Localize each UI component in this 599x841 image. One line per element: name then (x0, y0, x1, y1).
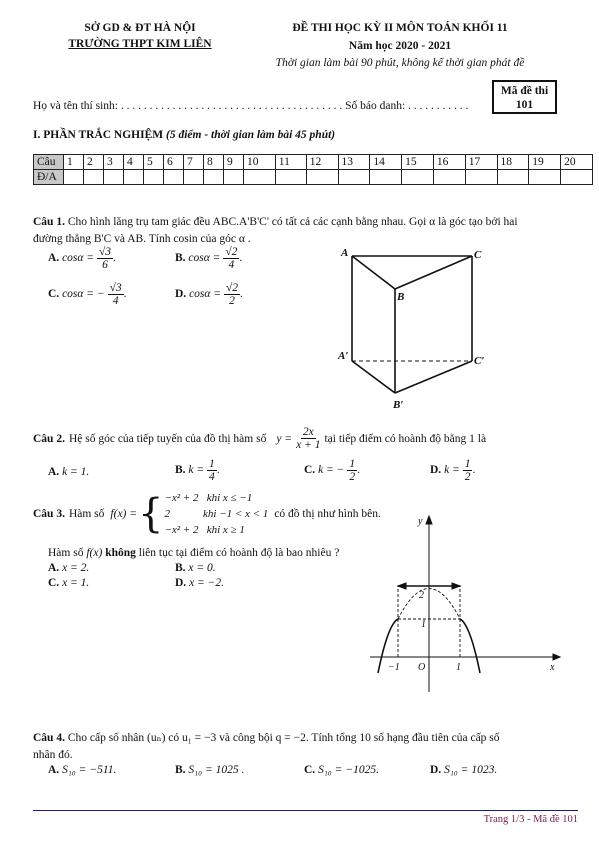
answer-table-number-cell: 12 (306, 155, 338, 170)
answer-table-number-cell: 11 (275, 155, 306, 170)
question-text: Hàm số (68, 508, 105, 520)
answer-table-row-label: Câu (34, 155, 64, 170)
school-year: Năm học 2020 - 2021 (348, 40, 452, 52)
x-axis-label: x (550, 662, 555, 673)
fraction (224, 282, 240, 307)
question-label: Câu 2. (33, 432, 65, 445)
numerator: 2x (302, 426, 314, 438)
answer-table-answer-cell[interactable] (184, 170, 204, 185)
question-text: tại tiếp điểm có hoành độ bằng 1 là (324, 432, 487, 445)
answer-table-header-row (34, 155, 593, 170)
option-text: x = −2. (189, 577, 225, 589)
answer-table-answer-cell[interactable] (338, 170, 370, 185)
answer-table-answer-cell[interactable] (164, 170, 184, 185)
brace-symbol: { (138, 491, 164, 537)
answer-table-answer-cell[interactable] (370, 170, 402, 185)
question-text: Hệ số góc của tiếp tuyến của đồ thị hàm số (68, 432, 267, 445)
denominator: 6 (102, 259, 108, 272)
section-note: (5 điểm - thời gian làm bài 45 phút) (166, 129, 336, 141)
fraction (207, 458, 217, 483)
option-label: C. (304, 764, 316, 776)
segment-arrow-right (452, 583, 460, 589)
edge-ab (352, 256, 395, 289)
prism-figure (335, 244, 495, 410)
answer-table-answer-cell[interactable] (144, 170, 164, 185)
option-text: S₁₀ = 1025 . (188, 764, 245, 776)
tick-label-y2: 2 (419, 590, 424, 601)
option-text: x = 1. (62, 577, 90, 589)
fraction (463, 458, 476, 484)
question-text-line: Cho hình lăng trụ tam giác đều ABC.A'B'C' có tất cả các cạnh bằng nhau. Gọi α là góc tạo bởi hai (67, 216, 518, 228)
answer-table-answer-cell[interactable] (561, 170, 593, 185)
option-text: . (239, 252, 243, 265)
question-4-text (33, 730, 583, 764)
denominator: 4 (112, 295, 119, 308)
x-axis-arrow (553, 654, 560, 660)
answer-table-answer-cell[interactable] (529, 170, 561, 185)
q3-option-a[interactable] (48, 562, 89, 574)
exam-code-label: Mã đề thi (500, 85, 549, 97)
option-text: . (123, 288, 127, 301)
q4-option-d[interactable] (430, 764, 497, 776)
school-name: TRƯỜNG THPT KIM LIÊN (68, 38, 212, 50)
option-label: A. (48, 562, 60, 574)
answer-table-number-cell: 9 (224, 155, 244, 170)
question-text: Hàm số (48, 547, 84, 559)
answer-table-answer-cell[interactable] (64, 170, 84, 185)
answer-table-answer-cell[interactable] (402, 170, 434, 185)
answer-table-answer-cell[interactable] (104, 170, 124, 185)
fraction (296, 426, 320, 451)
vertex-b1: B′ (393, 399, 404, 410)
option-text: x = 2. (62, 562, 90, 574)
option-label: D. (175, 288, 187, 301)
numerator: 1 (349, 458, 356, 470)
fraction (347, 458, 357, 483)
vertex-b: B (397, 291, 405, 303)
answer-table-answer-cell[interactable] (275, 170, 306, 185)
denominator: 2 (229, 295, 235, 308)
option-label: B. (175, 562, 186, 574)
question-3-text (33, 490, 381, 538)
answer-table-number-cell: 14 (370, 155, 402, 170)
numerator: 1 (209, 458, 215, 470)
q2-option-d[interactable] (430, 458, 475, 483)
denominator: x + 1 (296, 439, 321, 452)
numerator: √2 (225, 282, 239, 294)
answer-table-number-cell: 16 (433, 155, 465, 170)
option-label: D. (430, 464, 442, 477)
edge-a1b1 (352, 361, 395, 393)
option-label: C. (304, 464, 316, 477)
function-name: f(x) (86, 547, 103, 559)
numerator: 1 (464, 458, 471, 470)
vertex-c1: C′ (474, 355, 485, 367)
q4-option-b[interactable] (175, 764, 244, 776)
option-label: D. (175, 577, 187, 589)
answer-table-number-cell: 7 (184, 155, 204, 170)
option-text: . (113, 252, 116, 265)
answer-table-number-cell: 5 (144, 155, 164, 170)
fraction (108, 282, 124, 307)
answer-table-number-cell: 10 (244, 155, 276, 170)
option-text: . (472, 464, 476, 477)
numerator: √2 (225, 246, 238, 258)
option-text: k = (188, 464, 205, 477)
option-label: A. (48, 764, 60, 776)
vertex-a1: A′ (338, 350, 349, 362)
option-text: cosα = (188, 252, 221, 265)
function-name: y = (276, 432, 293, 445)
q1-option-c[interactable] (48, 282, 127, 307)
answer-table-row-label: Đ/A (34, 170, 64, 185)
denominator: 4 (209, 471, 215, 484)
option-text: k = (444, 464, 460, 477)
case-line: 2 khi −1 < x < 1 (164, 508, 269, 520)
question-3-ask (48, 547, 339, 559)
answer-table-number-cell: 20 (561, 155, 593, 170)
option-text: k = − (318, 464, 345, 477)
footer-rule (33, 810, 578, 811)
option-text: . (240, 288, 243, 301)
q1-option-a[interactable] (48, 246, 116, 271)
option-label: B. (175, 764, 186, 776)
answer-table-answer-cell[interactable] (497, 170, 529, 185)
q3-option-d[interactable] (175, 577, 224, 589)
denominator: 4 (228, 259, 235, 272)
q2-option-c[interactable] (304, 458, 360, 483)
question-label: Câu 3. (33, 508, 65, 520)
option-text: x = 0. (188, 562, 216, 574)
tick-label-y1: 1 (421, 619, 426, 630)
case-line: −x² + 2 khi x ≥ 1 (164, 524, 245, 536)
option-label: A. (48, 252, 60, 265)
q2-option-b[interactable] (175, 458, 220, 483)
answer-table-number-cell: 6 (164, 155, 184, 170)
candidate-info-line: Họ và tên thí sinh: . . . . . . . . . . . . . . . . . . . . . . . . . . . . . . . . . . . . . . . Số báo danh: . . . . . . . . . . . (33, 100, 469, 112)
answer-table-answer-cell[interactable] (244, 170, 276, 185)
section-title: I. PHẦN TRẮC NGHIỆM (33, 129, 164, 141)
answer-table-number-cell: 15 (402, 155, 434, 170)
exam-title: ĐỀ THI HỌC KỲ II MÔN TOÁN KHỐI 11 (292, 22, 508, 34)
question-text: liên tục tại điểm có hoành độ là bao nhiêu ? (138, 547, 340, 559)
q2-option-a[interactable] (48, 466, 89, 478)
q4-option-a[interactable] (48, 764, 116, 776)
answer-table-number-cell: 4 (124, 155, 144, 170)
tick-label-p1: 1 (456, 662, 461, 673)
q3-option-b[interactable] (175, 562, 216, 574)
question-text-line: nhân đó. (33, 749, 73, 761)
vertex-a: A (341, 247, 349, 259)
origin-label: O (418, 662, 426, 673)
segment-arrow-left (398, 583, 406, 589)
denominator: 2 (464, 471, 471, 484)
answer-table-number-cell: 18 (497, 155, 529, 170)
answer-table-answer-cell[interactable] (204, 170, 224, 185)
answer-table-answer-cell[interactable] (465, 170, 497, 185)
option-text: cosα = (189, 288, 222, 301)
q3-option-c[interactable] (48, 577, 89, 589)
emphasis-text: không (105, 547, 136, 559)
option-text: . (357, 464, 360, 477)
answer-table-number-cell: 19 (529, 155, 561, 170)
piecewise-cases (164, 490, 268, 538)
y-axis-label: y (418, 516, 423, 527)
answer-table-number-cell: 17 (465, 155, 497, 170)
y-axis-arrow (426, 516, 432, 524)
question-1-text (33, 214, 583, 248)
answer-table-answer-cell[interactable] (84, 170, 104, 185)
answer-table-number-cell: 1 (64, 155, 84, 170)
option-label: B. (175, 464, 186, 477)
exam-code-box (492, 80, 557, 114)
answer-table-number-cell: 2 (84, 155, 104, 170)
piecewise-graph (360, 512, 570, 694)
vertex-c: C (474, 249, 482, 261)
option-label: A. (48, 466, 60, 478)
page-number: Trang 1/3 - Mã đề 101 (483, 814, 578, 825)
edge-bc (395, 256, 472, 289)
option-label: D. (430, 764, 442, 776)
numerator: √3 (109, 282, 122, 294)
tick-label-m1: −1 (388, 662, 400, 673)
option-label: C. (48, 288, 60, 301)
option-text: S₁₀ = 1023. (444, 764, 498, 776)
answer-table-number-cell: 3 (104, 155, 124, 170)
section-heading (33, 129, 335, 141)
numerator: √3 (98, 246, 112, 258)
question-label: Câu 1. (33, 216, 65, 228)
answer-table-answer-cell[interactable] (124, 170, 144, 185)
option-label: C. (48, 577, 60, 589)
option-text: k = 1. (62, 466, 90, 478)
question-label: Câu 4. (33, 732, 65, 744)
option-text: S₁₀ = −1025. (318, 764, 379, 776)
q1-option-b[interactable] (175, 246, 242, 271)
question-text: có đồ thị như hình bên. (274, 508, 381, 520)
answer-table-number-cell: 8 (204, 155, 224, 170)
q4-option-c[interactable] (304, 764, 379, 776)
function-name: f(x) = (110, 508, 138, 520)
q1-option-d[interactable] (175, 282, 243, 307)
edge-b1c1 (395, 361, 472, 393)
case-line: −x² + 2 khi x ≤ −1 (164, 492, 253, 504)
fraction (223, 246, 239, 271)
answer-table-number-cell: 13 (338, 155, 370, 170)
option-text: cosα = − (62, 288, 105, 301)
option-text: cosα = (62, 252, 95, 265)
option-text: . (216, 464, 220, 477)
answer-table (33, 154, 593, 185)
curve-right (460, 619, 480, 673)
time-note: Thời gian làm bài 90 phút, không kể thời gian phát đề (275, 57, 525, 69)
answer-table-answer-cell[interactable] (224, 170, 244, 185)
denominator: 2 (349, 471, 356, 484)
fraction (97, 246, 113, 271)
question-text-line: Cho cấp số nhân (uₙ) có u₁ = −3 và công bội q = −2. Tính tổng 10 số hạng đầu tiên của cấp số (67, 732, 500, 744)
exam-code: 101 (515, 99, 534, 111)
option-label: B. (175, 252, 186, 265)
option-text: S₁₀ = −511. (62, 764, 117, 776)
answer-table-answer-cell[interactable] (306, 170, 338, 185)
answer-table-answer-row (34, 170, 593, 185)
question-text-line: đường thẳng B'C và AB. Tính cosin của góc α . (33, 233, 251, 245)
dept-name: SỞ GD & ĐT HÀ NỘI (84, 22, 196, 34)
question-2-text (33, 426, 486, 451)
answer-table-answer-cell[interactable] (433, 170, 465, 185)
